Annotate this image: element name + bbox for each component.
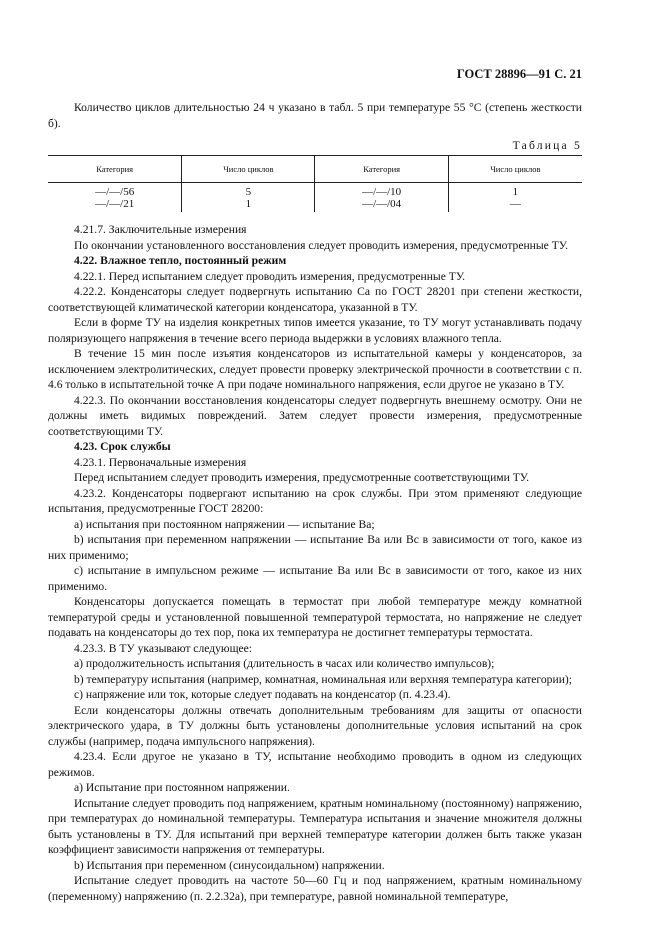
section-heading: 4.23. Срок службы xyxy=(74,440,171,453)
paragraph: 4.23.3. В ТУ указывают следующее: xyxy=(74,641,253,655)
body-text xyxy=(48,222,582,904)
intro-block xyxy=(48,100,582,131)
paragraph: Если конденсаторы должны отвечать дополнительным требованиям для защиты от опасности электрического удара, в ТУ должны быть установлены дополнительные условия испытаний на срок службы (например, подача импульсного напряжения). xyxy=(48,703,582,748)
paragraph: c) напряжение или ток, которые следует подавать на конденсатор (п. 4.23.4). xyxy=(74,688,451,701)
paragraph: Перед испытанием следует проводить измерения, предусмотренные соответствующими ТУ. xyxy=(74,471,530,484)
paragraph: b) испытания при переменном напряжении — испытание Ва или Вс в зависимости от того, какое из них применимо; xyxy=(48,533,582,562)
page-header: ГОСТ 28896—91 С. 21 xyxy=(456,67,582,81)
table-row xyxy=(48,199,582,213)
section-heading: 4.22. Влажное тепло, постоянный режим xyxy=(74,254,287,267)
table-header-cell: Число циклов xyxy=(448,156,582,183)
paragraph: По окончании установленного восстановления следует проводить измерения, предусмотренные ТУ. xyxy=(74,238,569,252)
paragraph: Если в форме ТУ на изделия конкретных типов имеется указание, то ТУ могут устанавливать подачу поляризующего напряжения в течение всего периода выдержки в условиях влажного тепла. xyxy=(48,316,582,345)
paragraph: 4.23.2. Конденсаторы подвергают испытанию на срок службы. При этом применяют следующие испытания, предусмотренные ГОСТ 28200: xyxy=(48,486,582,515)
table-5 xyxy=(48,155,582,212)
table-cell: —/—/10 xyxy=(315,183,448,199)
paragraph: Испытание следует проводить под напряжением, кратным номинальному (постоянному) напряжению, при температурах до номинальной температуры. Температура испытания и значение множителя должны быть установлены в ТУ. Для испытаний при верхней температуре категории должен быть также указан коэффициент зависимости напряжения от температуры. xyxy=(48,796,582,856)
table-row xyxy=(48,183,582,199)
paragraph: а) испытания при постоянном напряжении — испытание Ва; xyxy=(74,517,375,531)
table-cell: — xyxy=(448,199,582,213)
table-header-row xyxy=(48,156,582,183)
table-cell: —/—/56 xyxy=(95,186,135,198)
paragraph: b) температуру испытания (например, комнатная, номинальная или верхняя температура категории); xyxy=(74,672,572,686)
table-cell: 1 xyxy=(182,199,315,213)
table-cell: —/—/04 xyxy=(315,199,448,213)
paragraph: Испытание следует проводить на частоте 50—60 Гц и под напряжением, кратным номинальному (переменному) напряжению (п. 2.2.32а), при температуре, равной номинальной температуре, xyxy=(48,874,582,903)
paragraph: 4.22.3. По окончании восстановления конденсаторы следует подвергнуть внешнему осмотру. Они не должны иметь видимых повреждений. Затем следует провести измерения, предусмотренные соответствующими ТУ. xyxy=(48,393,582,438)
paragraph: c) испытание в импульсном режиме — испытание Ва или Вс в зависимости от того, какое из них применимо. xyxy=(48,564,582,593)
paragraph: 4.23.4. Если другое не указано в ТУ, испытание необходимо проводить в одном из следующих режимов. xyxy=(48,750,582,779)
paragraph: В течение 15 мин после изъятия конденсаторов из испытательной камеры у конденсаторов, за исключением электролитических, следует провести проверку электрической прочности в соответствии с п. 4.6 только в испытательной точке А при подаче номинального напряжения, если другое не указано в ТУ. xyxy=(48,347,582,391)
paragraph: 4.21.7. Заключительные измерения xyxy=(74,223,247,236)
paragraph: 4.22.2. Конденсаторы следует подвергнуть испытанию Са по ГОСТ 28201 при степени жесткости, соответствующей климатической категории конденсатора, указанной в ТУ. xyxy=(48,285,582,314)
paragraph: Конденсаторы допускается помещать в термостат при любой температуре между комнатной температурой среды и установленной повышенной температурой термостата, но напряжение не следует подавать на конденсаторы до тех пор, пока их температура не достигнет температуры термостата. xyxy=(48,595,582,639)
table-cell: 5 xyxy=(182,183,315,199)
table-header-cell: Число циклов xyxy=(182,156,315,183)
paragraph: 4.22.1. Перед испытанием следует проводить измерения, предусмотренные ТУ. xyxy=(74,269,466,283)
paragraph: а) продолжительность испытания (длительность в часах или количество импульсов); xyxy=(74,657,495,670)
table-caption: Таблица 5 xyxy=(512,139,582,152)
table-cell: —/—/21 xyxy=(95,197,135,210)
paragraph: 4.23.1. Первоначальные измерения xyxy=(74,455,247,469)
table-header-cell: Категория xyxy=(48,156,182,183)
paragraph: b) Испытания при переменном (синусоидальном) напряжении. xyxy=(74,858,385,872)
table-header-cell: Категория xyxy=(315,156,448,183)
table-cell: 1 xyxy=(448,183,582,199)
intro-paragraph: Количество циклов длительностью 24 ч указано в табл. 5 при температуре 55 °С (степень жесткости б). xyxy=(48,101,582,130)
paragraph: а) Испытание при постоянном напряжении. xyxy=(74,781,290,794)
